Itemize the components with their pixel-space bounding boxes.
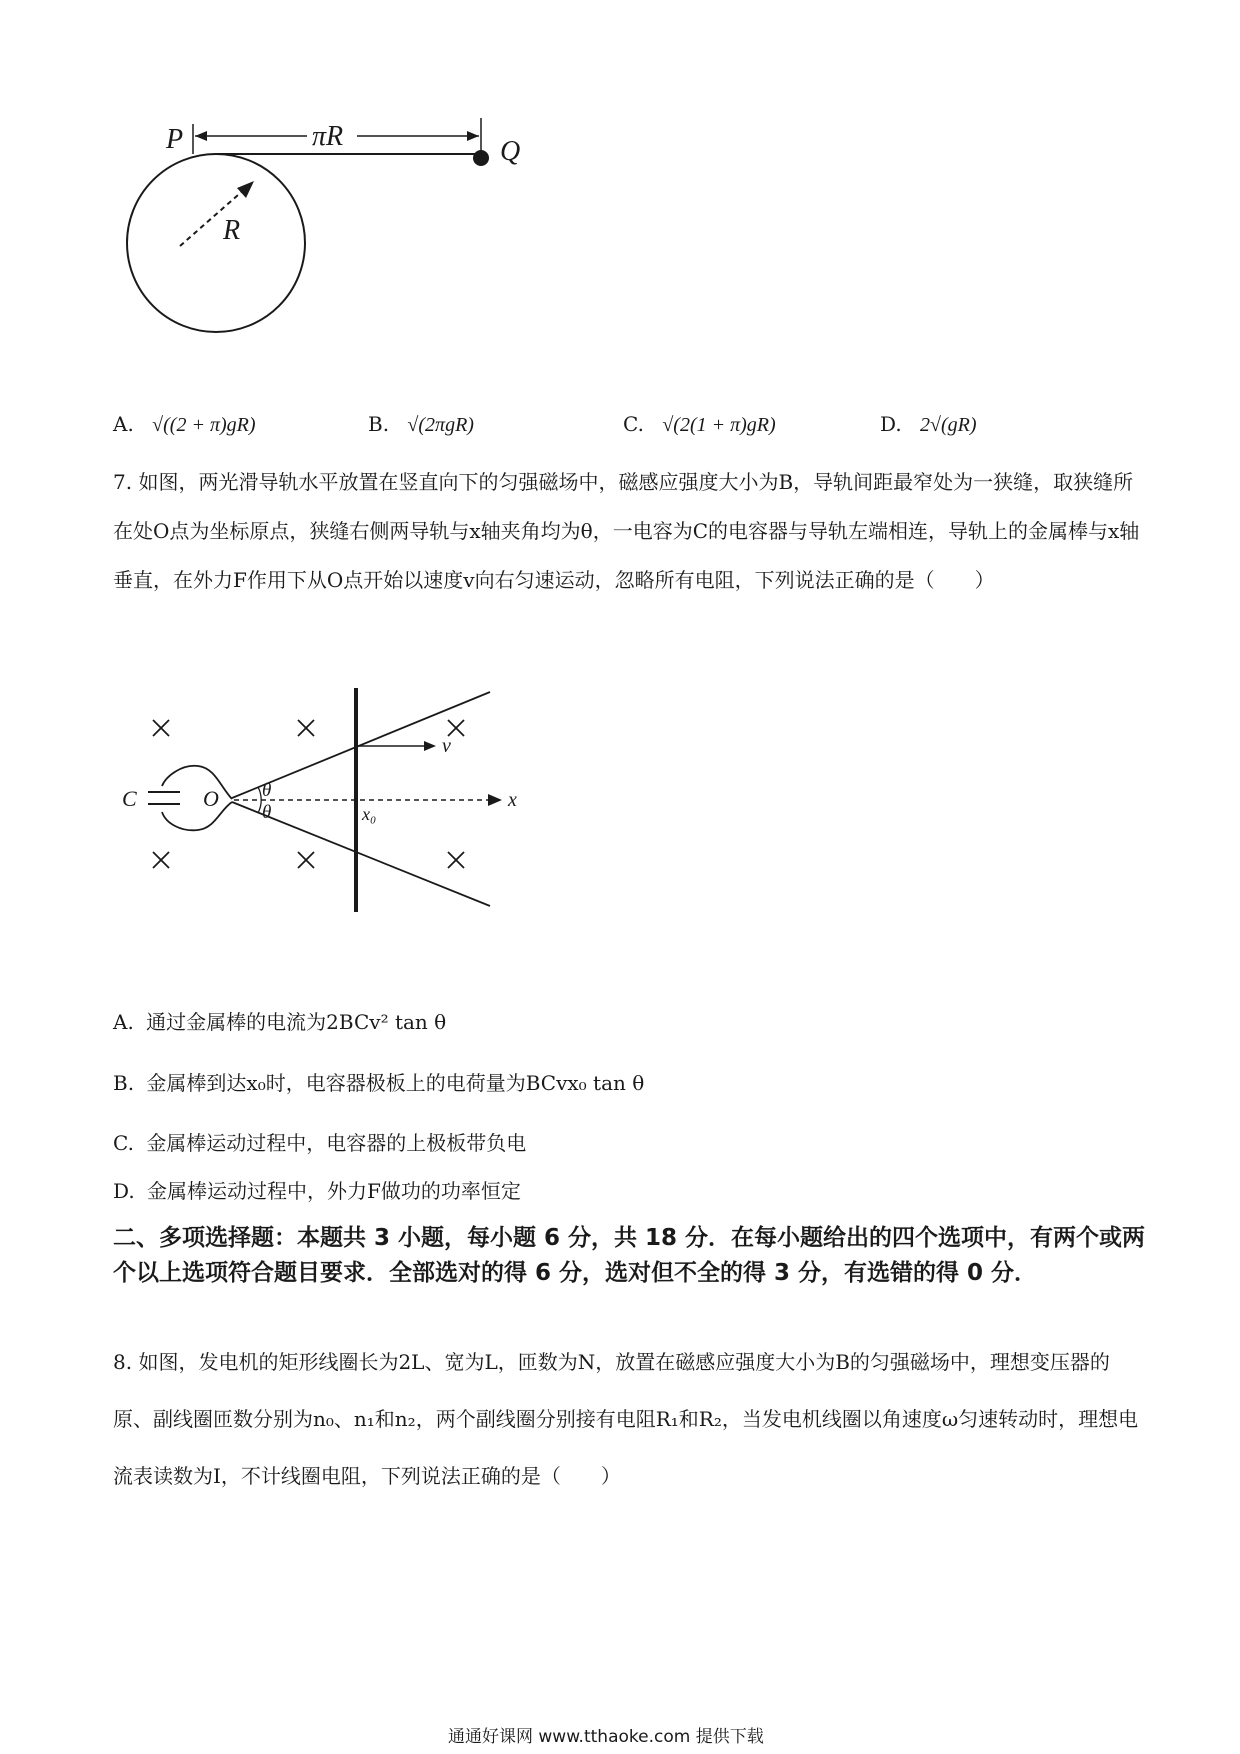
capacitor-wire xyxy=(162,766,232,831)
figure-rails xyxy=(110,680,540,920)
section-heading-multiple-choice: 二、多项选择题：本题共 3 小题，每小题 6 分，共 18 分．在每小题给出的四个选项中，有两个或两个以上选项符合题目要求．全部选对的得 6 分，选对但不全的得 3 分，有选错的得 0 分． xyxy=(113,1225,1146,1286)
option-text: 通过金属棒的电流为2BCv² tan θ xyxy=(146,1010,447,1034)
option-letter: B. xyxy=(368,412,390,436)
q6-option-b[interactable] xyxy=(368,412,474,437)
option-expr: √((2 + π)gR) xyxy=(152,414,256,436)
option-expr: 2√(gR) xyxy=(920,414,977,436)
dimension-arrow-left xyxy=(195,131,207,141)
option-letter: D. xyxy=(880,412,902,436)
q6-option-a[interactable] xyxy=(113,412,256,437)
label-x0: x₀ xyxy=(362,804,377,824)
q6-option-c[interactable] xyxy=(623,412,776,437)
option-letter: A. xyxy=(113,1010,134,1034)
label-x: x xyxy=(508,789,517,811)
radius-arrow xyxy=(237,181,254,198)
option-expr: √(2(1 + π)gR) xyxy=(662,414,776,436)
option-letter: C. xyxy=(113,1131,134,1155)
q7-option-d[interactable] xyxy=(113,1181,521,1201)
label-p: P xyxy=(166,124,184,155)
dimension-arrow-right xyxy=(467,131,479,141)
option-expr: √(2πgR) xyxy=(407,414,474,436)
q8-text: 8. 如图，发电机的矩形线圈长为2L、宽为L，匝数为N，放置在磁感应强度大小为B的匀强磁场中，理想变压器的原、副线圈匝数分别为n₀、n₁和n₂，两个副线圈分别接有电阻R₁和R₂，当发电机线圈以角速度ω匀速转动时，理想电流表读数为I，不计线圈电阻，下列说法正确的是（ ） xyxy=(113,1350,1139,1488)
angle-arc xyxy=(258,787,261,813)
circle-track xyxy=(127,154,305,332)
label-q: Q xyxy=(500,136,521,167)
option-letter: B. xyxy=(113,1071,135,1095)
q7-text: 7. 如图，两光滑导轨水平放置在竖直向下的匀强磁场中，磁感应强度大小为B，导轨间距最窄处为一狭缝，取狭缝所在处O点为坐标原点，狭缝右侧两导轨与x轴夹角均为θ，一电容为C的电容器与导轨左端相连，导轨上的金属棒与x轴垂直，在外力F作用下从O点开始以速度v向右匀速运动，忽略所有电阻，下列说法正确的是（ ） xyxy=(113,470,1140,592)
option-letter: C. xyxy=(623,412,644,436)
label-theta-upper: θ xyxy=(262,780,272,801)
q7-option-b[interactable] xyxy=(113,1073,644,1093)
label-o: O xyxy=(203,786,219,811)
page-footer: 通通好课网 www.tthaoke.com 提供下载 xyxy=(448,1727,764,1747)
point-q xyxy=(473,150,489,166)
x-axis-arrow xyxy=(488,794,502,806)
figure-circle-track xyxy=(100,110,600,390)
option-text: 金属棒到达x₀时，电容器极板上的电荷量为BCvx₀ tan θ xyxy=(146,1071,645,1095)
label-r: R xyxy=(223,215,241,246)
option-letter: A. xyxy=(113,412,134,436)
option-text: 金属棒运动过程中，电容器的上极板带负电 xyxy=(146,1131,527,1155)
q7-option-c[interactable] xyxy=(113,1133,526,1153)
q7-option-a[interactable] xyxy=(113,1012,446,1032)
velocity-arrowhead xyxy=(424,741,436,751)
label-pi-r: πR xyxy=(312,121,344,152)
label-c: C xyxy=(122,786,137,811)
option-text: 金属棒运动过程中，外力F做功的功率恒定 xyxy=(147,1179,521,1203)
label-theta-lower: θ xyxy=(262,802,272,823)
label-v: v xyxy=(442,735,451,757)
q6-option-d[interactable] xyxy=(880,412,977,437)
option-letter: D. xyxy=(113,1179,135,1203)
